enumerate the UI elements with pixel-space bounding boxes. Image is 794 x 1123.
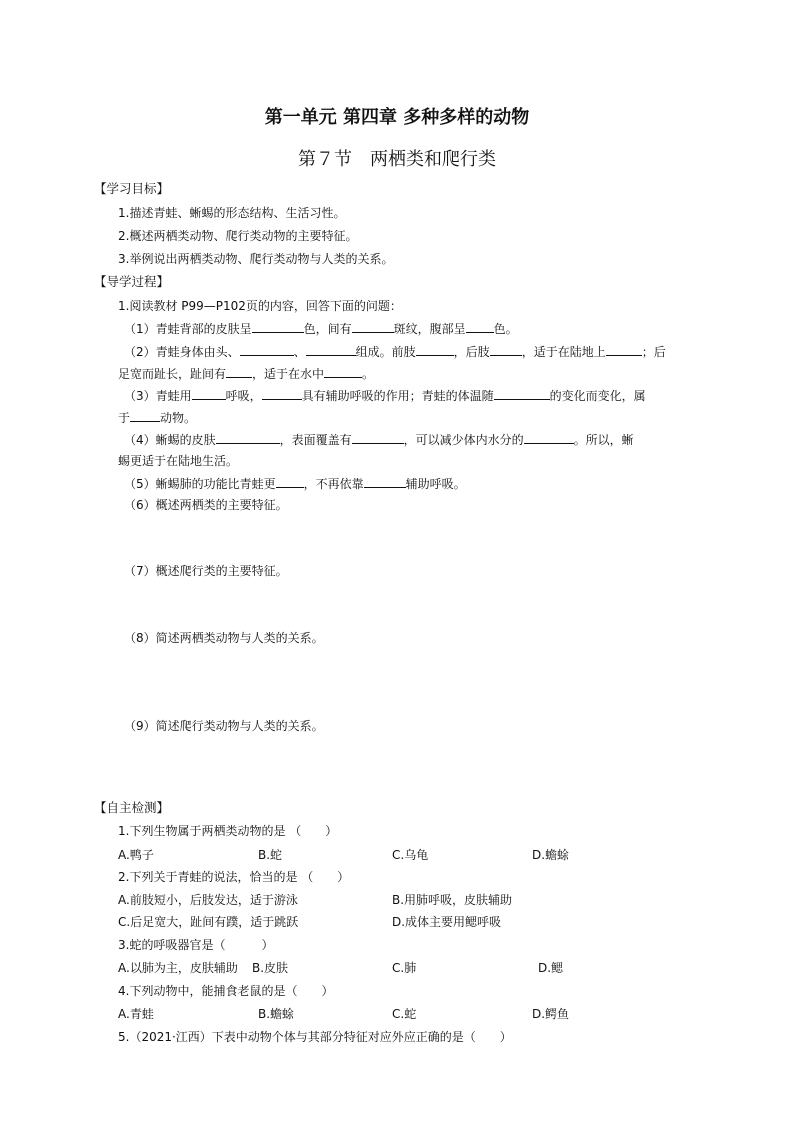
mc-question-2: 2.下列关于青蛙的说法，恰当的是 （ ） [118,870,350,884]
option-b[interactable]: B.用肺呼吸，皮肤辅助 [392,893,513,907]
blank[interactable] [240,343,294,356]
option-d[interactable]: D.鳃 [538,961,564,975]
blank[interactable] [606,343,642,356]
question-7: （7）概述爬行类的主要特征。 [124,564,288,578]
blank[interactable] [252,320,304,333]
question-2-cont: 足宽而趾长，趾间有 ，适于在水中 。 [118,367,375,381]
blank[interactable] [216,431,280,444]
blank[interactable] [130,409,160,422]
option-d[interactable]: D.鳄鱼 [532,1007,570,1021]
blank[interactable] [276,475,304,488]
blank[interactable] [306,343,356,356]
option-c[interactable]: C.肺 [392,961,417,975]
mc-question-3: 3.蛇的呼吸器官是（ ） [118,938,274,952]
blank[interactable] [192,387,226,400]
question-5: （5）蜥蜴肺的功能比青蛙更 ，不再依靠 辅助呼吸。 [124,477,466,491]
option-c[interactable]: C.后足宽大，趾间有蹼，适于跳跃 [118,915,299,929]
question-9: （9）简述爬行类动物与人类的关系。 [124,719,324,733]
blank[interactable] [262,387,302,400]
check-heading: 【自主检测】 [94,800,170,815]
guide-heading: 【导学过程】 [94,274,170,289]
question-4: （4）蜥蜴的皮肤 ，表面覆盖有 ，可以减少体内水分的 。所以，蜥 [124,433,634,447]
mc-question-5: 5.（2021·江西）下表中动物个体与其部分特征对应外应正确的是（ ） [118,1030,512,1044]
blank[interactable] [364,475,406,488]
option-b[interactable]: B.蛇 [258,848,283,862]
option-a[interactable]: A.以肺为主，皮肤辅助 [118,961,238,975]
objective-item: 2.概述两栖类动物、爬行类动物的主要特征。 [118,229,358,243]
option-b[interactable]: B.皮肤 [252,961,289,975]
option-d[interactable]: D.成体主要用鳃呼吸 [392,915,502,929]
option-c[interactable]: C.乌龟 [392,848,429,862]
guide-intro: 1.阅读教材 P99—P102页的内容，回答下面的问题： [118,299,402,313]
blank[interactable] [416,343,454,356]
objective-item: 3.举例说出两栖类动物、爬行类动物与人类的关系。 [118,252,394,266]
option-c[interactable]: C.蛇 [392,1007,417,1021]
question-3-cont: 于 动物。 [118,411,197,425]
question-4-cont: 蜴更适于在陆地生活。 [118,454,239,468]
objectives-heading: 【学习目标】 [94,181,170,196]
blank[interactable] [494,387,550,400]
blank[interactable] [352,320,394,333]
blank[interactable] [324,365,362,378]
objective-item: 1.描述青蛙、蜥蜴的形态结构、生活习性。 [118,206,346,220]
option-a[interactable]: A.前肢短小，后肢发达，适于游泳 [118,893,298,907]
blank[interactable] [490,343,522,356]
mc-question-4: 4.下列动物中，能捕食老鼠的是（ ） [118,984,334,998]
option-d[interactable]: D.蟾蜍 [532,848,570,862]
question-1: （1）青蛙背部的皮肤呈 色，间有 斑纹，腹部呈 色。 [124,322,518,336]
question-2: （2）青蛙身体由头、 、 组成。前肢 ，后肢 ，适于在陆地上 ；后 [124,345,666,359]
blank[interactable] [524,431,574,444]
blank[interactable] [226,365,252,378]
section-title: 第７节 两栖类和爬行类 [298,149,496,170]
mc-question-1: 1.下列生物属于两栖类动物的是 （ ） [118,824,338,838]
question-8: （8）简述两栖类动物与人类的关系。 [124,631,324,645]
option-a[interactable]: A.鸭子 [118,848,154,862]
option-a[interactable]: A.青蛙 [118,1007,154,1021]
blank[interactable] [352,431,404,444]
question-3: （3）青蛙用 呼吸， 具有辅助呼吸的作用；青蛙的体温随 的变化而变化，属 [124,389,646,403]
question-6: （6）概述两栖类的主要特征。 [124,498,288,512]
page-title: 第一单元 第四章 多种多样的动物 [264,107,530,128]
blank[interactable] [466,320,494,333]
option-b[interactable]: B.蟾蜍 [258,1007,295,1021]
